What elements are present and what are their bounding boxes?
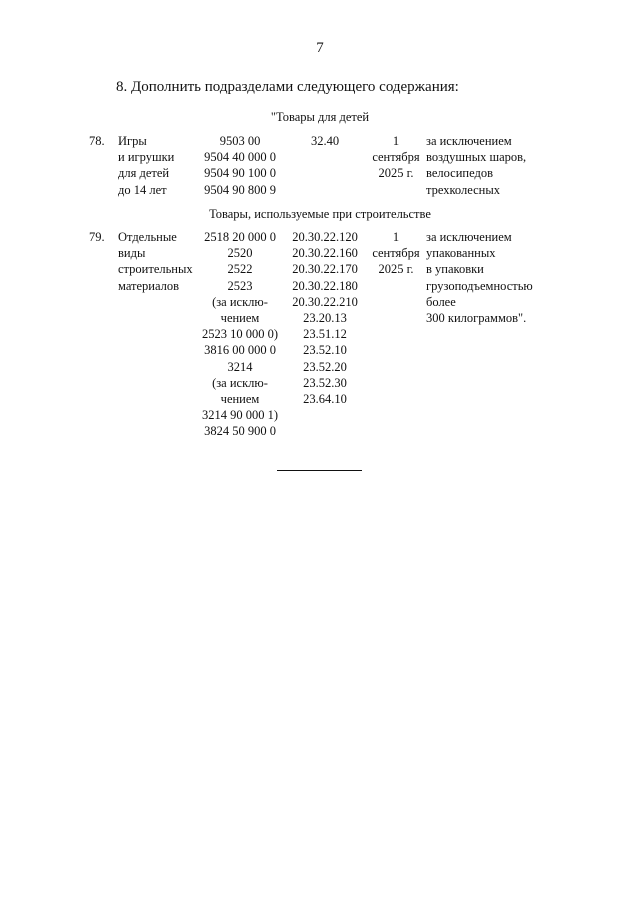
okpd-code: 20.30.22.170 bbox=[292, 262, 358, 277]
row-number: 79. bbox=[89, 230, 105, 244]
end-separator-line bbox=[277, 470, 362, 471]
date-line: 1 bbox=[392, 134, 400, 148]
effective-date bbox=[366, 229, 426, 278]
note-line: в упаковки bbox=[426, 262, 484, 277]
okpd-code: 23.52.20 bbox=[303, 359, 347, 374]
note-line: трехколесных bbox=[426, 182, 501, 197]
okpd-code: 23.51.12 bbox=[303, 327, 347, 342]
date-line: сентября bbox=[372, 150, 420, 165]
tnved-code: 3214 90 000 1) bbox=[201, 408, 279, 423]
okpd-codes bbox=[284, 229, 366, 407]
okpd-code: 20.30.22.160 bbox=[292, 246, 358, 261]
tnved-code: (за исклю- bbox=[212, 294, 268, 309]
tnved-code: 2523 bbox=[227, 278, 253, 293]
tnved-code: 2518 20 000 0 bbox=[204, 230, 276, 244]
okpd-code: 23.64.10 bbox=[303, 392, 347, 407]
okpd-code: 23.52.10 bbox=[303, 343, 347, 358]
product-name-line: виды bbox=[118, 246, 146, 261]
tnved-codes bbox=[192, 229, 288, 440]
page-number: 7 bbox=[316, 40, 324, 56]
product-name-line: до 14 лет bbox=[118, 182, 167, 197]
okpd-code: 20.30.22.210 bbox=[292, 294, 358, 309]
okpd-codes bbox=[284, 133, 366, 149]
note-line: грузоподъемностью bbox=[426, 278, 533, 293]
product-name-line: Отдельные bbox=[118, 230, 177, 244]
okpd-code: 23.52.30 bbox=[303, 375, 347, 390]
tnved-code: 3816 00 000 0 bbox=[204, 343, 276, 358]
product-name-line: материалов bbox=[118, 278, 180, 293]
exception-note bbox=[426, 229, 533, 326]
okpd-code: 20.30.22.180 bbox=[292, 278, 358, 293]
product-name-line: Игры bbox=[118, 134, 147, 148]
tnved-code: 2523 10 000 0) bbox=[201, 327, 279, 342]
note-line: за исключением bbox=[426, 134, 512, 148]
product-name bbox=[118, 229, 193, 294]
tnved-codes bbox=[194, 133, 286, 198]
tnved-code: чением bbox=[220, 392, 260, 407]
note-line: упакованных bbox=[426, 246, 496, 261]
exception-note bbox=[426, 133, 526, 198]
note-line: более bbox=[426, 294, 456, 309]
product-name-line: и игрушки bbox=[118, 150, 175, 165]
date-line: 1 bbox=[392, 230, 400, 244]
tnved-code: 9503 00 bbox=[219, 134, 261, 148]
row-number: 78. bbox=[89, 134, 105, 148]
tnved-code: 9504 40 000 0 bbox=[204, 150, 276, 165]
tnved-code: (за исклю- bbox=[212, 375, 268, 390]
note-line: воздушных шаров, bbox=[426, 150, 527, 165]
tnved-code: 3824 50 900 0 bbox=[204, 424, 276, 439]
product-name bbox=[118, 133, 174, 198]
section-title-construction-goods: Товары, используемые при строительстве bbox=[209, 207, 431, 221]
note-line: 300 килограммов". bbox=[426, 311, 527, 326]
tnved-code: чением bbox=[220, 311, 260, 326]
tnved-code: 2522 bbox=[227, 262, 253, 277]
note-line: велосипедов bbox=[426, 166, 493, 181]
product-name-line: для детей bbox=[118, 166, 170, 181]
product-name-line: строительных bbox=[118, 262, 193, 277]
okpd-code: 32.40 bbox=[310, 134, 340, 148]
effective-date bbox=[366, 133, 426, 182]
tnved-code: 3214 bbox=[227, 359, 253, 374]
tnved-code: 2520 bbox=[227, 246, 253, 261]
okpd-code: 20.30.22.120 bbox=[292, 230, 358, 244]
tnved-code: 9504 90 100 0 bbox=[204, 166, 276, 181]
date-line: 2025 г. bbox=[378, 166, 414, 181]
section-title-children-goods: "Товары для детей bbox=[270, 110, 370, 124]
date-line: сентября bbox=[372, 246, 420, 261]
tnved-code: 9504 90 800 9 bbox=[204, 182, 276, 197]
note-line: за исключением bbox=[426, 230, 512, 244]
date-line: 2025 г. bbox=[378, 262, 414, 277]
okpd-code: 23.20.13 bbox=[303, 311, 347, 326]
intro-paragraph: 8. Дополнить подразделами следующего содержания: bbox=[116, 79, 459, 95]
